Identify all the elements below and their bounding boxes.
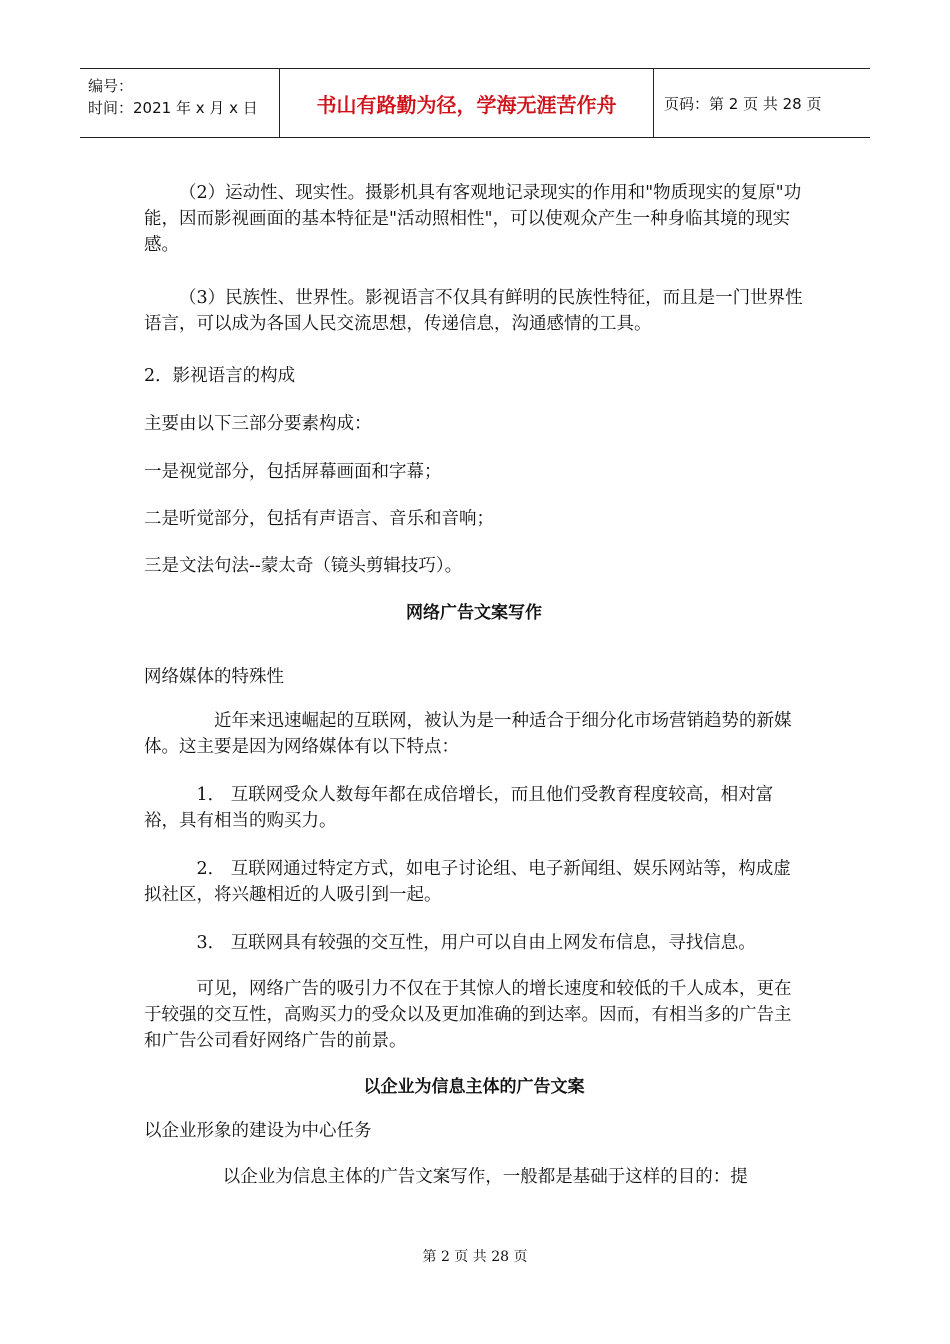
list-item: 三是文法句法--蒙太奇（镜头剪辑技巧）。 [144, 556, 463, 576]
section-heading: 以企业为信息主体的广告文案 [363, 1077, 585, 1097]
paragraph: （3）民族性、世界性。影视语言不仅具有鲜明的民族性特征，而且是一门世界性语言，可以成为各国人民交流思想，传递信息，沟通感情的工具。 [144, 288, 803, 334]
page-footer: 第 2 页 共 28 页 [422, 1249, 528, 1265]
list-item: 3． 互联网具有较强的交互性，用户可以自由上网发布信息，寻找信息。 [196, 933, 756, 953]
section-subheading: 2．影视语言的构成 [144, 366, 296, 386]
section-heading: 网络广告文案写作 [406, 603, 542, 623]
list-item: 二是听觉部分，包括有声语言、音乐和音响； [144, 509, 494, 529]
header-meta [80, 69, 280, 137]
number-label: 编号： [88, 77, 134, 95]
section-subheading: 以企业形象的建设为中心任务 [144, 1121, 372, 1141]
paragraph: 可见，网络广告的吸引力不仅在于其惊人的增长速度和较低的千人成本，更在于较强的交互性，高购买力的受众以及更加准确的到达率。因而，有相当多的广告主和广告公司看好网络广告的前景。 [144, 979, 792, 1051]
paragraph: 近年来迅速崛起的互联网，被认为是一种适合于细分化市场营销趋势的新媒体。这主要是因为网络媒体有以下特点： [144, 711, 792, 757]
section-subheading: 网络媒体的特殊性 [144, 667, 284, 687]
document-body [144, 180, 804, 1190]
list-item: 1． 互联网受众人数每年都在成倍增长，而且他们受教育程度较高，相对富裕，具有相当的购买力。 [144, 785, 774, 831]
list-item: 一是视觉部分，包括屏幕画面和字幕； [144, 462, 442, 482]
header-page-info: 页码：第 2 页 共 28 页 [664, 94, 822, 113]
paragraph: 主要由以下三部分要素构成： [144, 414, 372, 434]
paragraph: （2）运动性、现实性。摄影机具有客观地记录现实的作用和"物质现实的复原"功能，因而影视画面的基本特征是"活动照相性"，可以使观众产生一种身临其境的现实感。 [144, 183, 802, 255]
list-item: 2． 互联网通过特定方式，如电子讨论组、电子新闻组、娱乐网站等，构成虚拟社区，将兴趣相近的人吸引到一起。 [144, 859, 791, 905]
date-label: 时间：2021 年 x 月 x 日 [88, 99, 258, 117]
page-header [80, 68, 870, 138]
paragraph: 以企业为信息主体的广告文案写作，一般都是基础于这样的目的：提 [222, 1167, 748, 1187]
header-motto: 书山有路勤为径，学海无涯苦作舟 [280, 69, 654, 137]
